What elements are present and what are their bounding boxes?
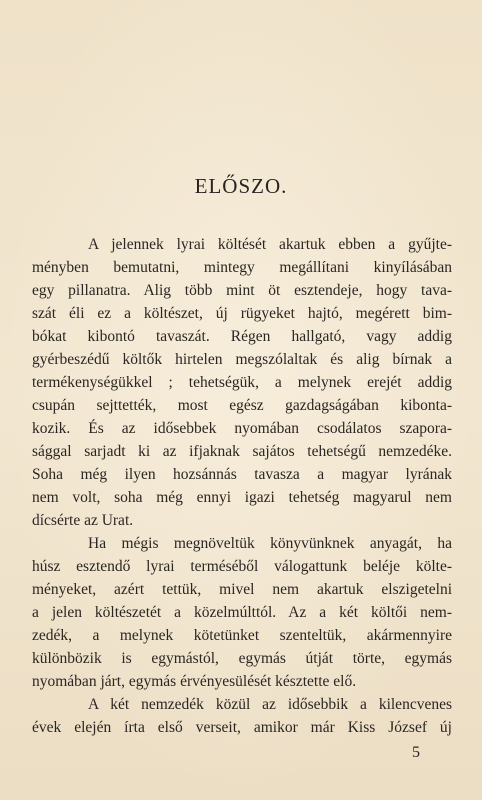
text-line: Ha mégis megnöveltük könyvünknek anyagát, ha [88,535,452,552]
text-line: nem volt, soha még ennyi igazi tehetség magyarul nem [32,489,452,506]
text-line: ményben bemutatni, mintegy megállítani kinyílásában [32,259,452,276]
text-line: sággal sarjadt ki az ifjaknak sajátos tehetségű nemzedéke. [32,443,452,460]
text-line: csupán sejttették, most egész gazdagságában kibonta- [32,397,452,414]
text-line: zedék, a melynek kötetünket szenteltük, akármennyire [32,627,452,644]
text-line: nyomában járt, egymás érvényesülését késztette elő. [32,673,357,690]
text-line: húsz esztendő lyrai terméséből válogattunk beléje költe- [32,558,452,575]
text-line: gyérbeszédű költők hirtelen megszólaltak és alig bírnak a [32,351,452,368]
text-line: kozik. És az idősebbek nyomában csodálatos szapora- [32,420,452,437]
page-title: ELŐSZO. [194,174,288,198]
text-line: a jelen költészetét a közelmúlttól. Az a két költői nem- [32,604,452,621]
page-number: 5 [412,744,420,761]
text-line: A jelennek lyrai költését akartuk ebben a gyűjte- [88,236,452,253]
text-line: egy pillanatra. Alig több mint öt esztendeje, hogy tava- [32,282,452,299]
text-line: különbözik is egymástól, egymás útját törte, egymás [32,650,452,667]
text-line: évek elején írta első verseit, amikor már Kiss József új [32,719,452,736]
text-line: szát éli ez a költészet, új rügyeket hajtó, megérett bim- [32,305,452,322]
text-line: bókat kibontó tavaszát. Régen hallgató, vagy addig [32,328,452,345]
text-line: Soha még ilyen hozsánnás tavasza a magyar lyrának [32,466,452,483]
preface-body [32,233,452,739]
text-line: termékenységükkel ; tehetségük, a melynek erejét addig [32,374,452,391]
text-line: A két nemzedék közül az idősebbik a kilencvenes [88,696,452,713]
text-line: ményeket, azért tettük, mivel nem akartuk elszigetelni [32,581,452,598]
text-line: dícsérte az Urat. [32,512,134,529]
